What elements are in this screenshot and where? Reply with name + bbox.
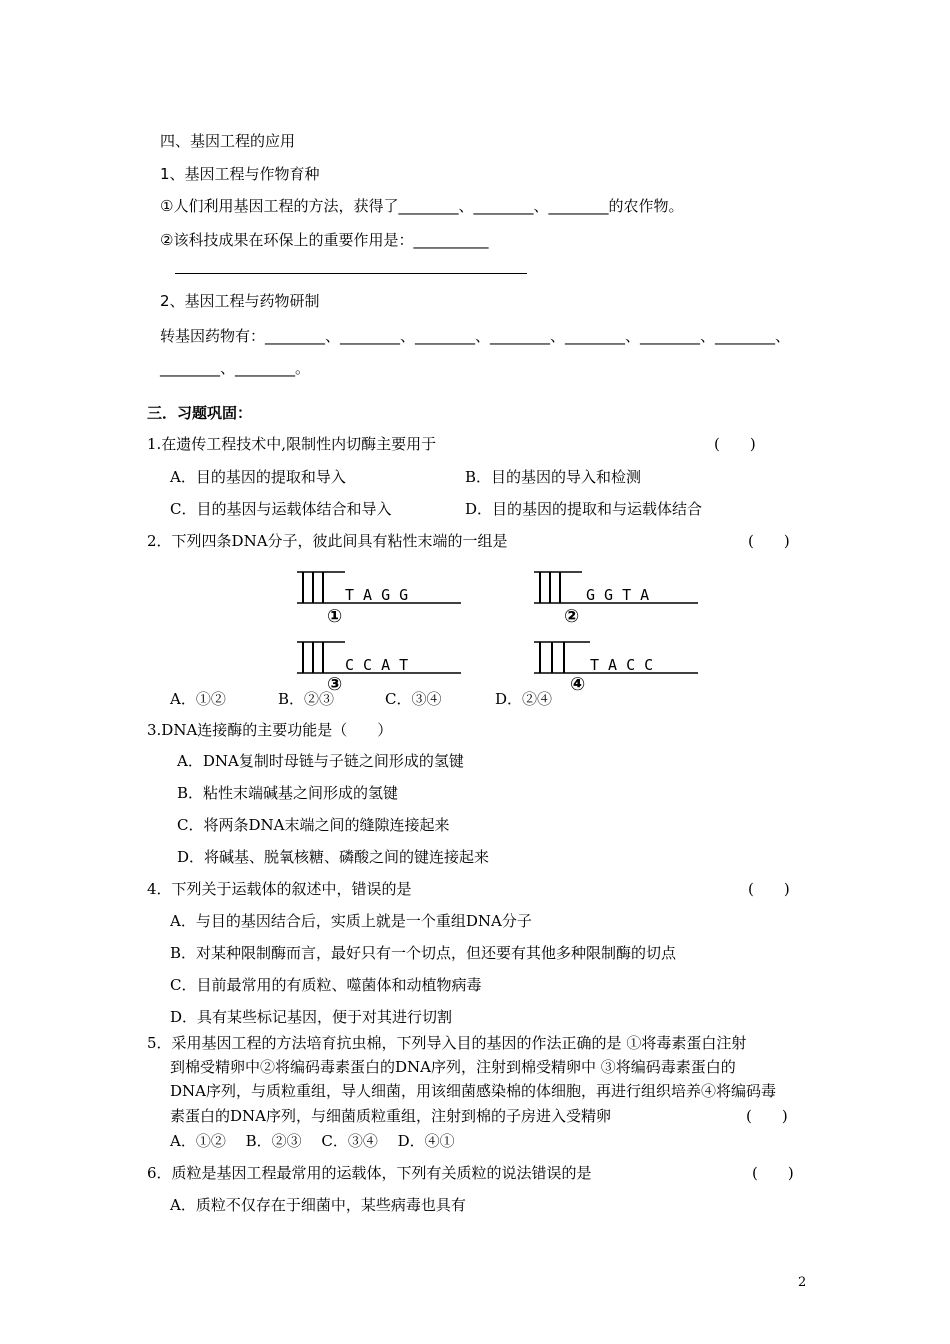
q3-option-a: A．DNA复制时母链与子链之间形成的氢键 [177, 752, 464, 770]
dna-label-2: ② [564, 606, 580, 627]
q2-answer-paren: ( ) [748, 532, 790, 550]
dna-sequence-3: C C A T [345, 656, 409, 674]
page-number: 2 [798, 1275, 807, 1290]
q4-option-b: B．对某种限制酶而言，最好只有一个切点，但还要有其他多种限制酶的切点 [170, 944, 677, 962]
q2-option-c: C．③④ [385, 690, 442, 708]
fill-line-environment: ②该科技成果在环保上的重要作用是：__________ [160, 231, 489, 249]
q6-option-a: A．质粒不仅存在于细菌中，某些病毒也具有 [170, 1196, 466, 1214]
q5-stem-line-3: DNA序列，与质粒重组，导人细菌，用该细菌感染棉的体细胞，再进行组织培养④将编码毒 [170, 1082, 776, 1100]
answer-underline [175, 273, 527, 274]
q3-option-c: C．将两条DNA末端之间的缝隙连接起来 [177, 816, 450, 834]
q5-stem-line-4: 素蛋白的DNA序列，与细菌质粒重组，注射到棉的子房进入受精卵 [170, 1107, 611, 1125]
section-heading-exercises: 三．习题巩固： [147, 404, 253, 422]
fill-line-crops: ①人们利用基因工程的方法，获得了________、________、________的农作物。 [160, 197, 684, 215]
dna-label-3: ③ [327, 674, 343, 695]
q4-option-c: C．目前最常用的有质粒、噬菌体和动植物病毒 [170, 976, 482, 994]
q4-option-d: D．具有某些标记基因，便于对其进行切割 [170, 1008, 453, 1026]
dna-sequence-2: G G T A [586, 586, 650, 604]
q1-option-a: A．目的基因的提取和导入 [170, 468, 346, 486]
q1-option-b: B．目的基因的导入和检测 [465, 468, 642, 486]
q1-stem: 1.在遗传工程技术中,限制性内切酶主要用于 [147, 435, 437, 453]
fill-line-drugs-cont: ________、________。 [160, 359, 311, 377]
q4-stem: 4．下列关于运载体的叙述中，错误的是 [147, 880, 412, 898]
section-heading-applications: 四、基因工程的应用 [160, 132, 296, 150]
fill-line-drugs: 转基因药物有：________、________、________、________、________、________、________、 [160, 327, 791, 345]
q2-option-d: D．②④ [495, 690, 553, 708]
q5-answer-paren: ( ) [746, 1107, 788, 1125]
q6-stem: 6．质粒是基因工程最常用的运载体，下列有关质粒的说法错误的是 [147, 1164, 592, 1182]
dna-label-1: ① [327, 606, 343, 627]
q5-options: A．①② B．②③ C．③④ D．④① [170, 1132, 455, 1150]
q4-option-a: A．与目的基因结合后，实质上就是一个重组DNA分子 [170, 912, 532, 930]
subheading-crop-breeding: 1、基因工程与作物育种 [160, 165, 320, 183]
q4-answer-paren: ( ) [748, 880, 790, 898]
q3-option-b: B．粘性末端碱基之间形成的氢键 [177, 784, 399, 802]
dna-molecule-4 [530, 640, 700, 702]
q1-answer-paren: ( ) [714, 435, 756, 453]
q5-stem-line-1: 5．采用基因工程的方法培育抗虫棉，下列导入目的基因的作法正确的是 ①将毒素蛋白注射 [147, 1034, 747, 1052]
dna-sequence-1: T A G G [345, 586, 409, 604]
q6-answer-paren: ( ) [752, 1164, 794, 1182]
dna-molecule-2 [530, 570, 700, 632]
dna-label-4: ④ [570, 674, 586, 695]
q2-option-b: B．②③ [278, 690, 335, 708]
dna-sequence-4: T A C C [590, 656, 654, 674]
q5-stem-line-2: 到棉受精卵中②将编码毒素蛋白的DNA序列，注射到棉受精卵中 ③将编码毒素蛋白的 [170, 1058, 736, 1076]
q1-option-c: C．目的基因与运载体结合和导入 [170, 500, 392, 518]
q3-stem: 3.DNA连接酶的主要功能是（ ） [147, 721, 393, 739]
dna-molecule-1 [293, 570, 463, 632]
subheading-drug-research: 2、基因工程与药物研制 [160, 292, 320, 310]
q1-option-d: D．目的基因的提取和与运载体结合 [465, 500, 703, 518]
q2-option-a: A．①② [170, 690, 226, 708]
q3-option-d: D．将碱基、脱氧核糖、磷酸之间的键连接起来 [177, 848, 490, 866]
q2-stem: 2．下列四条DNA分子，彼此间具有粘性末端的一组是 [147, 532, 508, 550]
